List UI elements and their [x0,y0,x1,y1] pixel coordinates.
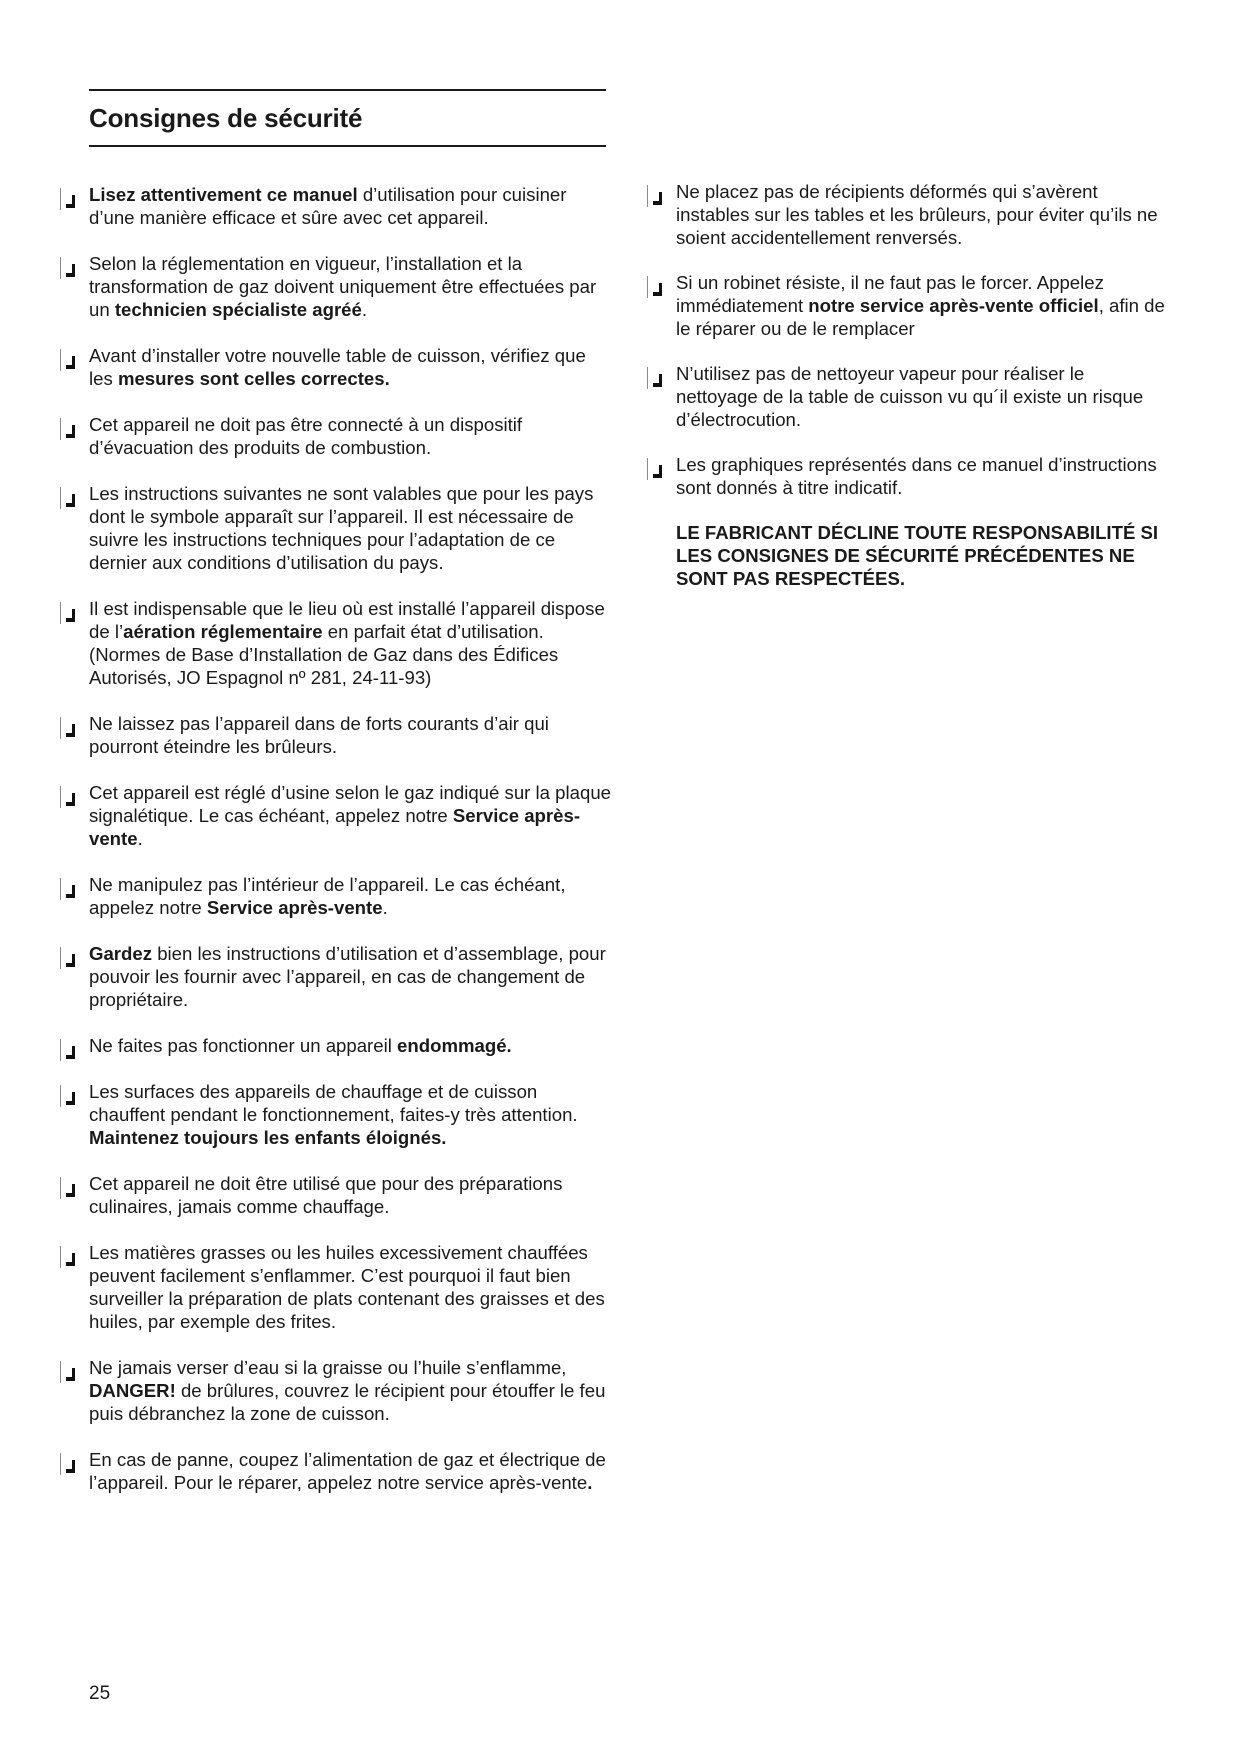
page-number: 25 [89,1683,111,1704]
check-bullet-icon [60,188,72,210]
instruction-bold-text: notre service après-vente officiel [808,295,1099,316]
safety-instruction-item [58,1241,613,1333]
safety-instruction-item [58,252,613,321]
check-bullet-icon [60,1085,72,1107]
instruction-text: Selon la réglementation en vigueur, l’installation et la transformation de gaz doivent uniquement être effectuées par un [89,253,602,320]
check-bullet-icon [60,717,72,739]
safety-instruction-item [58,1034,613,1057]
instruction-text: Ne laissez pas l’appareil dans de forts courants d’air qui pourront éteindre les brûleurs. [89,713,555,757]
right-items [645,180,1170,499]
instruction-text: Si un robinet résiste, il ne faut pas le forcer. Appelez immédiatement [676,272,1110,316]
right-column [645,180,1170,590]
instruction-text: Ne faites pas fonctionner un appareil [89,1035,398,1056]
safety-instruction-item [58,183,613,229]
check-bullet-icon [60,602,72,624]
left-column [58,183,617,1517]
instruction-text: Ne placez pas de récipients déformés qui s’avèrent instables sur les tables et les brûleurs, pour éviter qu’ils ne soient accidentellement renversés. [676,181,1163,248]
instruction-text: En cas de panne, coupez l’alimentation de gaz et électrique de l’appareil. Pour le réparer, appelez notre service après-vente [89,1449,612,1493]
check-bullet-icon [60,1361,72,1383]
check-bullet-icon [647,276,659,298]
header-bottom-rule [89,145,606,147]
instruction-bold-text: Maintenez toujours les enfants éloignés. [89,1127,447,1148]
header-top-rule [89,89,606,91]
safety-instruction-item [58,482,613,574]
instruction-text: Avant d’installer votre nouvelle table de cuisson, vérifiez que les [89,345,591,389]
instruction-bold-text: aération réglementaire [123,621,323,642]
page-title: Consignes de sécurité [89,103,363,133]
instruction-bold-text: mesures sont celles correctes. [117,368,390,389]
check-bullet-icon [60,1246,72,1268]
safety-instruction-item [58,1080,613,1149]
instruction-text: Cet appareil ne doit être utilisé que pour des préparations culinaires, jamais comme chauffage. [89,1173,568,1217]
safety-instruction-item [58,1356,613,1425]
instruction-text: N’utilisez pas de nettoyeur vapeur pour réaliser le nettoyage de la table de cuisson vu qu´il existe un risque d’électrocution. [676,363,1149,430]
instruction-text: . [137,828,143,849]
check-bullet-icon [60,1039,72,1061]
check-bullet-icon [60,487,72,509]
instruction-bold-text: Lisez attentivement ce manuel [89,184,358,205]
instruction-text: Ne manipulez pas l’intérieur de l’appareil. Le cas échéant, appelez notre [89,874,571,918]
instruction-text: . [361,299,368,320]
instruction-text: d’utilisation pour cuisiner d’une manière efficace et sûre avec cet appareil. [89,184,572,228]
instruction-text: , afin de le réparer ou de le remplacer [676,295,1171,339]
safety-instruction-item [58,781,617,850]
check-bullet-icon [60,257,72,279]
safety-instruction-item [58,712,613,758]
safety-instruction-item [58,1448,613,1494]
safety-instruction-item [645,453,1170,499]
check-bullet-icon [60,947,72,969]
instruction-text: Cet appareil est réglé d’usine selon le gaz indiqué sur la plaque signalétique. Le cas échéant, appelez notre [89,782,617,826]
instruction-text: Cet appareil ne doit pas être connecté à un dispositif d’évacuation des produits de combustion. [89,414,528,458]
safety-instruction-item [58,1172,613,1218]
safety-instruction-item [58,873,613,919]
instruction-bold-text: endommagé. [397,1035,512,1056]
safety-instruction-item [58,597,613,689]
check-bullet-icon [647,458,659,480]
instruction-bold-text: Service après-vente [206,897,383,918]
instruction-text: de brûlures, couvrez le récipient pour étouffer le feu puis débranchez la zone de cuisson. [89,1380,611,1424]
safety-instruction-item [645,271,1170,340]
safety-instruction-item [58,344,613,390]
check-bullet-icon [60,1453,72,1475]
instruction-text: . [382,897,388,918]
check-bullet-icon [60,1177,72,1199]
safety-instruction-item [645,362,1170,431]
instruction-text: Les instructions suivantes ne sont valables que pour les pays dont le symbole apparaît sur l’appareil. Il est nécessaire de suivre les instructions techniques pour l’adaptation de ce dernier aux conditions d’utilisation du pays. [89,483,599,573]
check-bullet-icon [60,418,72,440]
safety-instruction-item [58,413,613,459]
instruction-bold-text: . [587,1472,593,1493]
check-bullet-icon [647,185,659,207]
instruction-bold-text: Service après-vente [89,805,581,849]
instruction-text: Les surfaces des appareils de chauffage et de cuisson chauffent pendant le fonctionnement, faites-y très attention. [89,1081,583,1125]
instruction-text: Les graphiques représentés dans ce manuel d’instructions sont donnés à titre indicatif. [676,454,1162,498]
instruction-bold-text: technicien spécialiste agréé [114,299,362,320]
instruction-text: Ne jamais verser d’eau si la graisse ou l’huile s’enflamme, [89,1357,572,1378]
instruction-bold-text: Gardez [89,943,153,964]
instruction-bold-text: DANGER! [89,1380,176,1401]
check-bullet-icon [60,349,72,371]
instruction-text: Les matières grasses ou les huiles excessivement chauffées peuvent facilement s’enflammer. C’est pourquoi il faut bien surveiller la préparation de plats contenant des graisses et des huiles, par exemple des frites. [89,1242,610,1332]
instruction-text: en parfait état d’utilisation. (Normes de Base d’Installation de Gaz dans des Édifices Autorisés, JO Espagnol nº 281, 24-11-93) [89,621,563,688]
safety-instruction-item [58,942,613,1011]
liability-warning: LE FABRICANT DÉCLINE TOUTE RESPONSABILITÉ SI LES CONSIGNES DE SÉCURITÉ PRÉCÉDENTES NE SONT PAS RESPECTÉES. [676,522,1159,589]
safety-instruction-item [645,180,1170,249]
check-bullet-icon [60,878,72,900]
check-bullet-icon [60,786,72,808]
instruction-text: Il est indispensable que le lieu où est installé l’appareil dispose de l’ [89,598,610,642]
instruction-text: bien les instructions d’utilisation et d’assemblage, pour pouvoir les fournir avec l’appareil, en cas de changement de propriétaire. [89,943,611,1010]
check-bullet-icon [647,367,659,389]
